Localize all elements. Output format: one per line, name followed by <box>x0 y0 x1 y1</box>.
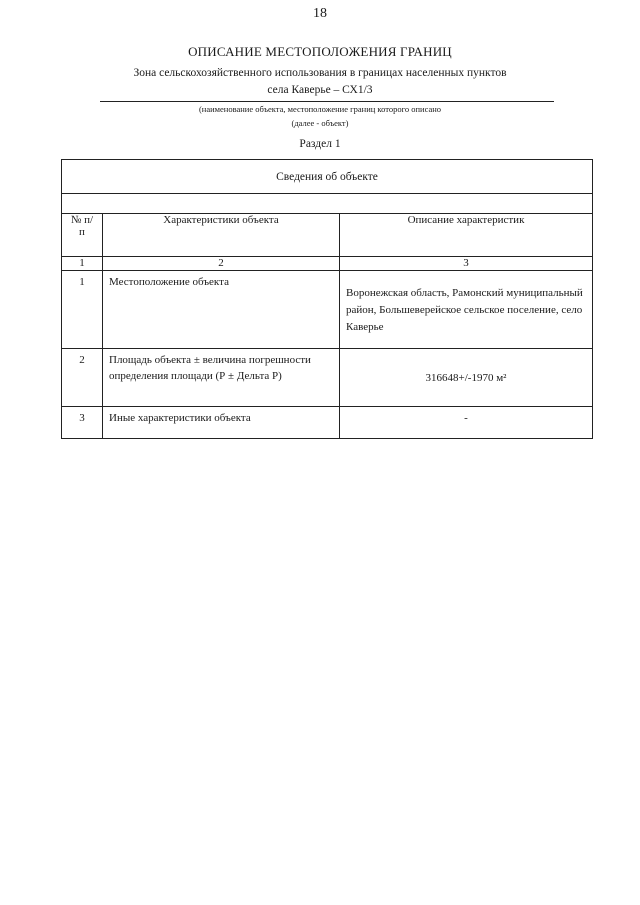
table-header-row <box>62 214 593 257</box>
row-characteristic: Площадь объекта ± величина погрешности определения площади (Р ± Дельта Р) <box>103 349 340 407</box>
table-title-row <box>62 160 593 194</box>
object-info-table <box>61 159 593 439</box>
col-number-1: 1 <box>62 257 103 271</box>
row-num: 3 <box>62 407 103 439</box>
row-num: 2 <box>62 349 103 407</box>
table-row <box>62 349 593 407</box>
document-subtitle-line2: села Каверье – СХ1/3 <box>267 84 373 96</box>
table-row <box>62 271 593 349</box>
table-column-number-row <box>62 257 593 271</box>
table-title: Сведения об объекте <box>62 160 593 194</box>
header-characteristics: Характеристики объекта <box>103 214 340 257</box>
note-line1: (наименование объекта, местоположение границ которого описано <box>198 104 442 114</box>
table-empty-cell <box>62 194 593 214</box>
document-title: ОПИСАНИЕ МЕСТОПОЛОЖЕНИЯ ГРАНИЦ <box>188 44 452 59</box>
table-empty-row <box>62 194 593 214</box>
note-line2: (далее - объект) <box>291 118 349 128</box>
page-number: 18 <box>313 6 327 21</box>
row-characteristic: Иные характеристики объекта <box>103 407 340 439</box>
section-heading: Раздел 1 <box>299 138 341 150</box>
header-description: Описание характеристик <box>340 214 593 257</box>
header-num: № п/п <box>62 214 103 257</box>
row-description: Воронежская область, Рамонский муниципальный район, Большеверейское сельское поселение, село Каверье <box>340 271 593 349</box>
row-description: 316648+/-1970 м² <box>340 349 593 407</box>
row-description: - <box>340 407 593 439</box>
row-num: 1 <box>62 271 103 349</box>
row-characteristic: Местоположение объекта <box>103 271 340 349</box>
underline-rule <box>100 101 554 102</box>
document-subtitle-line1: Зона сельскохозяйственного использования в границах населенных пунктов <box>133 67 507 79</box>
col-number-2: 2 <box>103 257 340 271</box>
col-number-3: 3 <box>340 257 593 271</box>
table-row <box>62 407 593 439</box>
